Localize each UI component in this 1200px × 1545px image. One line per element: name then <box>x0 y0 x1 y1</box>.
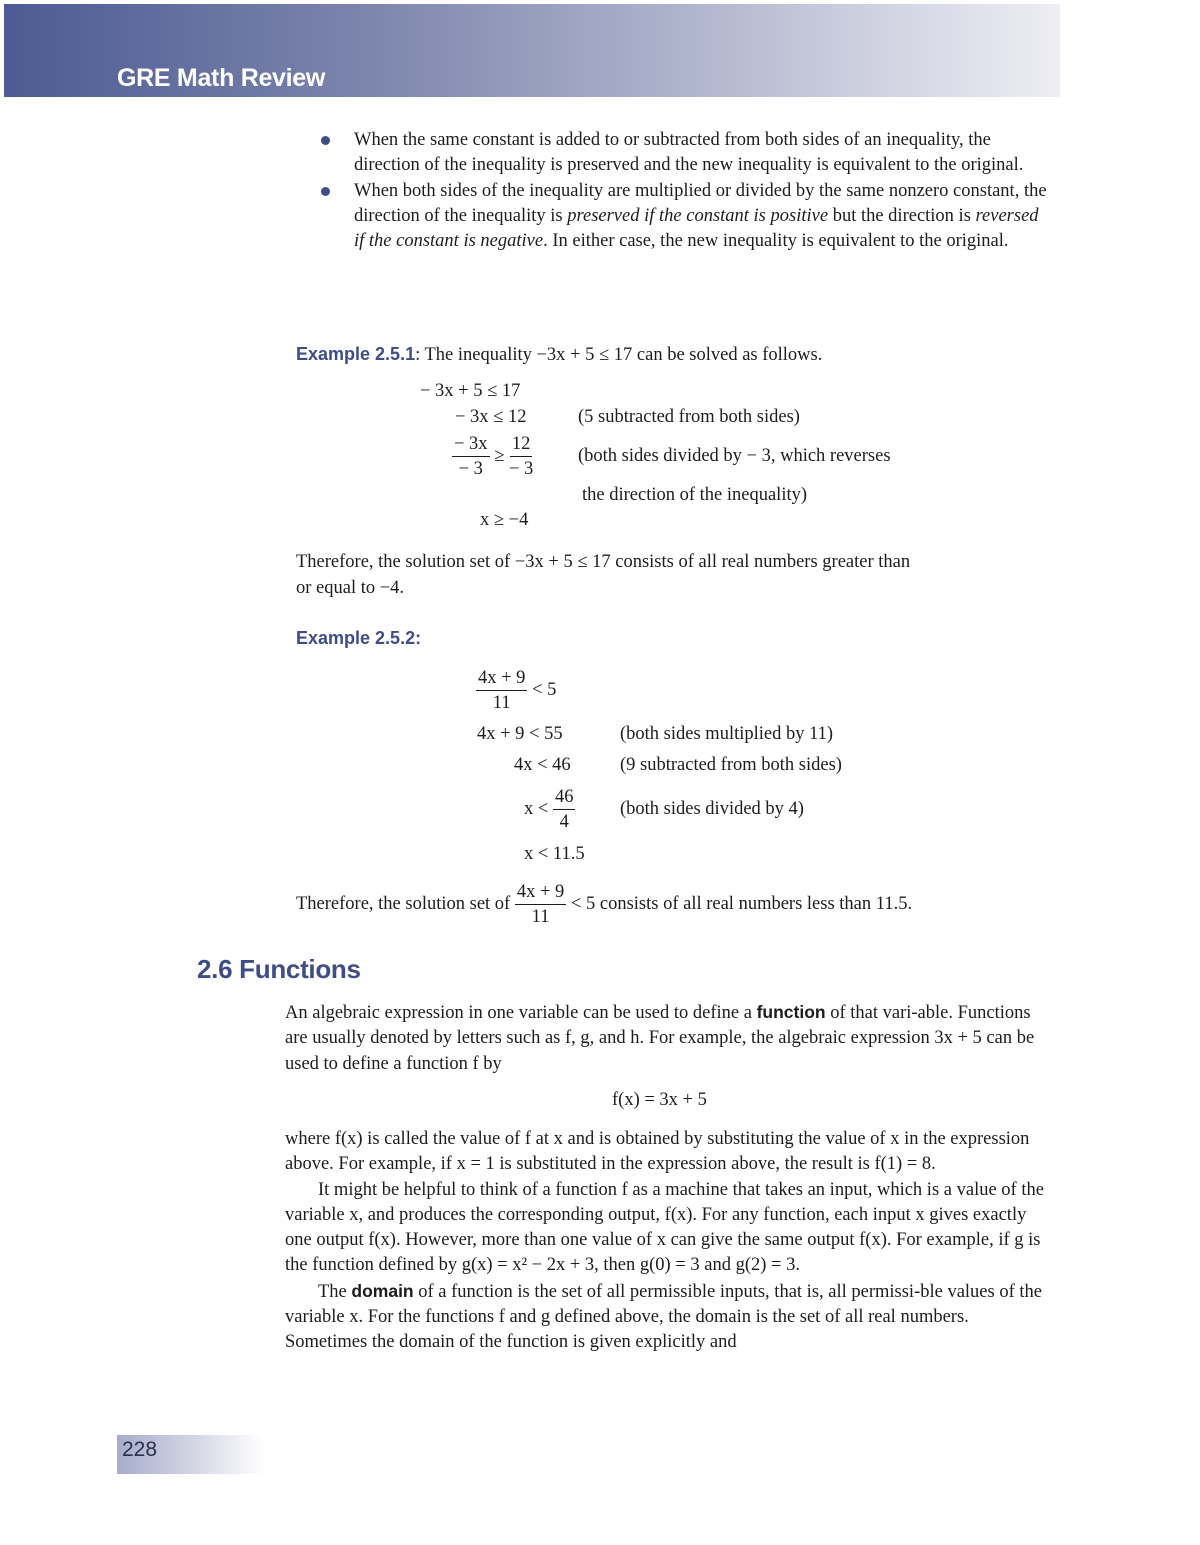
bullet-text: When both sides of the inequality are multiplied or divided by the same nonzero constant, the direction of the inequality is preserved if the constant is positive but the direction is reversed if the constant is negative. In either case, the new inequality is equivalent to the original. <box>354 180 1047 252</box>
list-item <box>320 128 1050 179</box>
ex2-step-4-note: (both sides divided by 4) <box>620 799 804 819</box>
ex1-conclusion-line-2: or equal to −4. <box>296 578 405 598</box>
ex1-step-2: − 3x ≤ 12 <box>455 407 527 427</box>
ex1-step-2-note: (5 subtracted from both sides) <box>578 407 800 427</box>
term-function: function <box>756 1002 826 1022</box>
ex1-step-3-note-cont: the direction of the inequality) <box>582 485 808 505</box>
fraction: $\frac{- 3x}{- 3}$ <box>454 434 488 479</box>
ex2-step-3-note: (9 subtracted from both sides) <box>620 755 842 775</box>
ex2-conclusion: Therefore, the solution set of $\frac{4x + 9}{11}$ < 5 consists of all real numbers less than 11.5. <box>296 882 913 927</box>
function-definition-formula: f(x) = 3x + 5 <box>612 1090 707 1110</box>
bullet-icon <box>320 179 354 255</box>
functions-body <box>285 1127 1055 1356</box>
fraction: $\frac{4x + 9}{11}$ <box>516 882 565 927</box>
fraction: $\frac{46}{4}$ <box>554 787 574 832</box>
example-2-5-2-label: Example 2.5.2: <box>296 628 422 648</box>
emphasis-reversed: reversed if the constant is negative <box>354 205 1039 252</box>
functions-paragraph-1: An algebraic expression in one variable can be used to define a function of that vari-able. Functions are usually denoted by letters such as f, g, and h. For example, the algebraic expression 3x + 5 can be used to define a function f by <box>285 1002 1035 1074</box>
ex2-step-2-note: (both sides multiplied by 11) <box>620 724 834 744</box>
ex1-step-3: $\frac{- 3x}{- 3}$ ≥ $\frac{12}{- 3}$ <box>454 434 534 479</box>
fraction: $\frac{4x + 9}{11}$ <box>478 668 526 713</box>
ex2-step-4: x < $\frac{46}{4}$ <box>524 787 574 832</box>
section-heading: 2.6 Functions <box>197 954 361 984</box>
ex1-step-3-note: (both sides divided by − 3, which reverses <box>578 446 891 466</box>
bullet-icon <box>320 128 354 179</box>
term-domain: domain <box>351 1280 414 1301</box>
ex2-step-5: x < 11.5 <box>524 844 585 864</box>
example-2-5-1-intro: Example 2.5.1: The inequality −3x + 5 ≤ 17 can be solved as follows. <box>296 344 823 365</box>
list-item <box>320 179 1050 255</box>
ex2-step-3: 4x < 46 <box>514 755 571 775</box>
ex1-conclusion-line-1: Therefore, the solution set of −3x + 5 ≤ 17 consists of all real numbers greater than <box>296 552 911 572</box>
ex2-step-2: 4x + 9 < 55 <box>477 724 563 744</box>
fraction: $\frac{12}{- 3}$ <box>508 434 534 479</box>
ex1-step-4: x ≥ −4 <box>480 510 529 530</box>
ex2-step-1: $\frac{4x + 9}{11}$ < 5 <box>478 668 557 713</box>
bullet-list <box>320 128 1050 254</box>
running-header-title: GRE Math Review <box>117 64 326 92</box>
example-label: Example 2.5.1 <box>296 344 416 364</box>
page-number: 228 <box>122 1438 158 1461</box>
emphasis-preserved: preserved if the constant is positive <box>567 205 829 226</box>
ex1-step-1: − 3x + 5 ≤ 17 <box>420 381 521 401</box>
functions-paragraph-2: where f(x) is called the value of f at x and is obtained by substituting the value of x in the expression above. For example, if x = 1 is substituted in the expression above, the result is f(1) = 8. <box>285 1129 1030 1175</box>
bullet-text: When the same constant is added to or subtracted from both sides of an inequality, the direction of the inequality is preserved and the new inequality is equivalent to the original. <box>354 130 1024 176</box>
functions-paragraph-4: The domain of a function is the set of all permissible inputs, that is, all permissi-ble values of the variable x. For the functions f and g defined above, the domain is the set of all real numbers. Sometimes the domain of the function is given explicitly and <box>285 1280 1042 1353</box>
functions-paragraph-3: It might be helpful to think of a function f as a machine that takes an input, which is a value of the variable x, and produces the corresponding output, f(x). For any function, each input x gives exactly one output f(x). However, more than one value of x can give the same output f(x). For example, if g is the function defined by g(x) = x² − 2x + 3, then g(0) = 3 and g(2) = 3. <box>285 1179 1044 1276</box>
